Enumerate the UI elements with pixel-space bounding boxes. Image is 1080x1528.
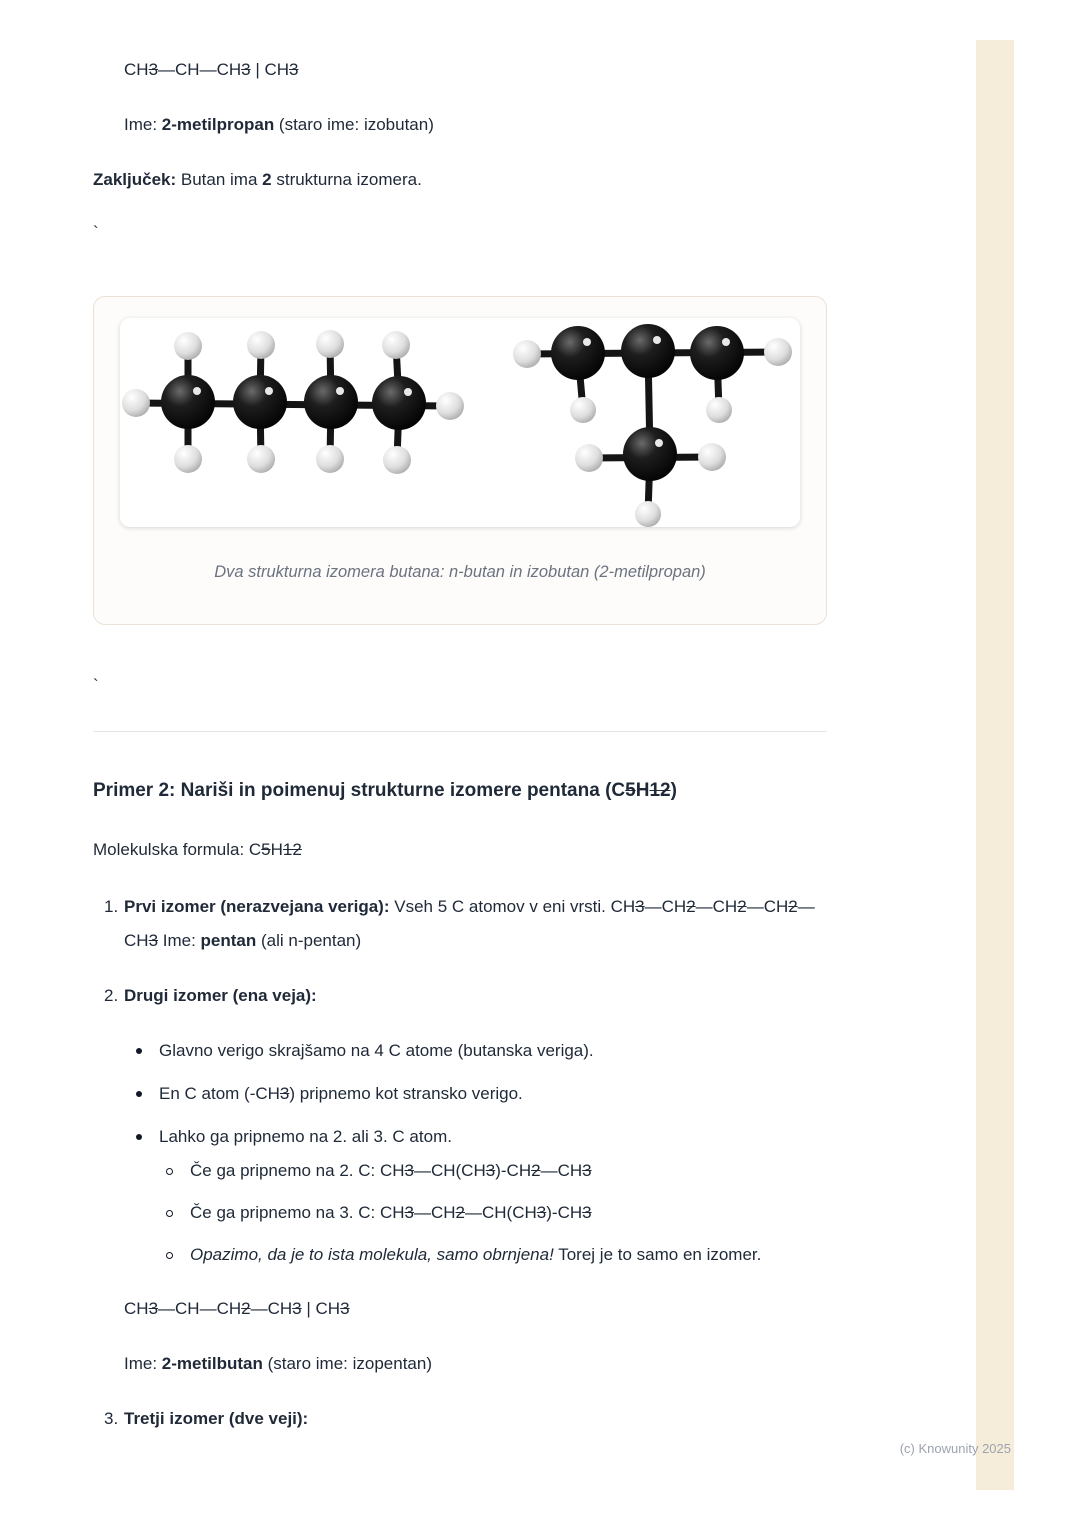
bullet-marker-col xyxy=(136,1120,159,1154)
sub-bullet-text: Če ga pripnemo na 3. C: CH3—CH2—CH(CH3)-CH3 xyxy=(190,1203,592,1222)
bullet-list xyxy=(124,1034,827,1272)
list-item-body xyxy=(124,979,827,1381)
list-item-body xyxy=(124,1402,827,1436)
bullet-item xyxy=(136,1077,827,1111)
name-line-2-metilbutan: Ime: 2-metilbutan (staro ime: izopentan) xyxy=(124,1354,432,1373)
list-item-third-isomer xyxy=(93,1402,827,1436)
bullet-text: En C atom (-CH3) pripnemo kot stransko verigo. xyxy=(159,1084,523,1103)
document-content xyxy=(93,0,827,1436)
conclusion-line: Zaključek: Butan ima 2 strukturna izomera. xyxy=(93,170,422,189)
list-item-title: Tretji izomer (dve veji): xyxy=(124,1409,309,1428)
formula-isobutane-line: CH3—CH—CH3 | CH3 xyxy=(124,60,299,79)
figure-caption: Dva strukturna izomera butana: n-butan in izobutan (2-metilpropan) xyxy=(214,563,706,581)
list-item-title: Drugi izomer (ena veja): xyxy=(124,986,317,1005)
bullet-text: Lahko ga pripnemo na 2. ali 3. C atom. xyxy=(159,1127,452,1146)
bullet-marker-col xyxy=(166,1196,190,1230)
page-edge-stripe xyxy=(976,40,1014,1490)
section-divider xyxy=(93,731,827,732)
list-number: 1. xyxy=(104,897,119,916)
bullet-marker-col xyxy=(166,1154,190,1188)
bullet-marker-col xyxy=(136,1077,159,1111)
name-line-isobutane: Ime: 2-metilpropan (staro ime: izobutan) xyxy=(124,115,434,134)
bond-lines xyxy=(136,344,778,514)
sub-bullet-item xyxy=(166,1238,827,1272)
circle-bullet-icon xyxy=(166,1252,173,1259)
section-heading: Primer 2: Nariši in poimenuj strukturne izomere pentana (C5H12) xyxy=(93,780,677,801)
bullet-item xyxy=(136,1034,827,1068)
list-item-body xyxy=(124,890,827,958)
copyright-watermark: (c) Knowunity 2025 xyxy=(899,1441,1011,1456)
list-item-first-isomer xyxy=(93,890,827,958)
sub-bullet-text: Če ga pripnemo na 2. C: CH3—CH(CH3)-CH2—CH3 xyxy=(190,1161,592,1180)
formula-2-metilbutan-line: CH3—CH—CH2—CH3 | CH3 xyxy=(124,1299,350,1318)
bullet-item xyxy=(136,1120,827,1154)
sub-bullet-item xyxy=(166,1196,827,1230)
molecular-formula-line: Molekulska formula: C5H12 xyxy=(93,840,302,859)
bullet-marker-col xyxy=(136,1034,159,1068)
molecule-models-svg xyxy=(120,318,800,527)
sub-bullet-list xyxy=(124,1154,827,1272)
numbered-list xyxy=(93,890,827,1436)
molecule-ball-stick-image xyxy=(120,318,800,527)
circle-bullet-icon xyxy=(166,1168,173,1175)
list-number: 2. xyxy=(104,986,119,1005)
backtick-artifact-2: ` xyxy=(93,676,99,695)
bullet-dot-icon xyxy=(136,1091,142,1097)
bullet-dot-icon xyxy=(136,1048,142,1054)
list-item-text: Prvi izomer (nerazvejana veriga): Vseh 5 C atomov v eni vrsti. CH3—CH2—CH2—CH2—CH3 Ime: pentan (ali n-pentan) xyxy=(124,897,815,950)
list-item-second-isomer xyxy=(93,979,827,1381)
list-number: 3. xyxy=(104,1409,119,1428)
bullet-text: Glavno verigo skrajšamo na 4 C atome (butanska veriga). xyxy=(159,1041,594,1060)
bullet-dot-icon xyxy=(136,1134,142,1140)
figure-card xyxy=(93,296,827,625)
circle-bullet-icon xyxy=(166,1210,173,1217)
backtick-artifact-1: ` xyxy=(93,223,99,242)
bullet-marker-col xyxy=(166,1238,190,1272)
sub-bullet-item xyxy=(166,1154,827,1188)
sub-bullet-text: Opazimo, da je to ista molekula, samo obrnjena! Torej je to samo en izomer. xyxy=(190,1245,762,1264)
